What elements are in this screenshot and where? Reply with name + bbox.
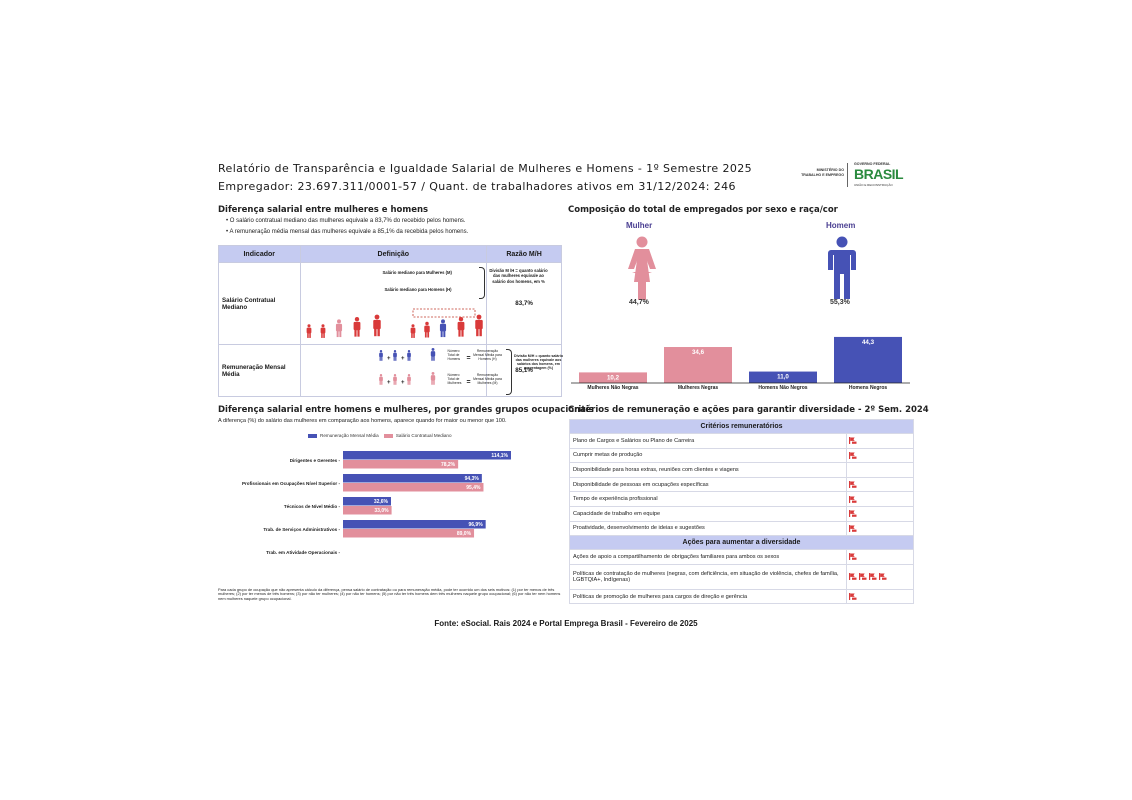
composition-category-label: Mulheres Não Negras (587, 385, 639, 391)
criteria-label: Plano de Cargos e Salários ou Plano de Carreira (570, 434, 847, 449)
occupation-value-label: 33,0% (374, 508, 389, 515)
occupation-category-label: Trab. de Serviços Administrativos - (263, 527, 340, 532)
criteria-row (570, 521, 914, 536)
government-logo (800, 160, 910, 190)
person-icon (457, 317, 464, 337)
gap-section-title: Diferença salarial entre mulheres e homens (218, 205, 429, 215)
bracket-2 (506, 349, 512, 395)
equals-2: = (466, 379, 471, 386)
criteria-label: Disponibilidade de pessoas em ocupações específicas (570, 477, 847, 492)
people-row-median (301, 301, 491, 343)
ministry-label: MINISTÉRIO DO TRABALHO E EMPREGO (801, 168, 844, 177)
ratio-median: 83,7% (487, 263, 562, 345)
criteria-row (570, 589, 914, 604)
person-icon (335, 319, 341, 337)
person-icon (373, 315, 380, 337)
operator-symbol: + (386, 356, 391, 362)
person-icon (306, 324, 311, 338)
employer-line: Empregador: 23.697.311/0001-57 / Quant. de trabalhadores ativos em 31/12/2024: 246 (218, 180, 736, 193)
occupations-subtitle: A diferença (%) do salário das mulheres em comparação aos homens, aparece quando for maior ou menor que 100. (218, 418, 507, 424)
occupation-bar (343, 483, 483, 492)
occupation-category-label: Trab. em Atividade Operacionais - (266, 550, 340, 555)
criteria-label: Capacidade de trabalho em equipe (570, 506, 847, 521)
gap-bullet-2: • A remuneração média mensal das mulheres equivale a 85,1% da recebida pelos homens. (226, 229, 469, 235)
legend-swatch-remuneracao (308, 434, 317, 438)
criteria-flags (847, 448, 914, 463)
composition-category-label: Mulheres Negras (677, 385, 719, 391)
flag-marker-icon (849, 437, 857, 444)
criteria-flags (847, 521, 914, 536)
flag-marker-icon (849, 481, 857, 488)
indicator-table (218, 245, 562, 397)
occupation-value-label: 78,2% (440, 462, 456, 469)
criteria-flags (847, 492, 914, 507)
occupation-bar (343, 529, 474, 538)
ratio-average: 85,1% (487, 345, 562, 397)
person-icon (424, 322, 429, 338)
criteria-label: Disponibilidade para horas extras, reuniões com clientes e viagens (570, 463, 847, 478)
source-note: Fonte: eSocial. Rais 2024 e Portal Emprega Brasil - Fevereiro de 2025 (434, 619, 698, 628)
legend-swatch-salario (384, 434, 393, 438)
gap-bullet-1-text: O salário contratual mediano das mulheres equivale a 83,7% do recebido pelos homens. (229, 218, 466, 224)
occupation-category-label: Técnicos de Nível Médio - (283, 504, 340, 509)
woman-icon (622, 236, 662, 300)
person-icon (410, 324, 415, 338)
indicator-median: Salário Contratual Mediano (219, 263, 301, 345)
criteria-flags (847, 463, 914, 478)
bracket (479, 267, 485, 299)
occupation-category-label: Dirigentes e Gerentes - (289, 458, 340, 463)
criteria-title: Critérios de remuneração e ações para garantir diversidade - 2º Sem. 2024 (568, 405, 929, 415)
criteria-label: Proatividade, desenvolvimento de ideias e sugestões (570, 521, 847, 536)
legend-remuneracao: Remuneração Mensal Média (320, 433, 379, 438)
col-ratio: Razão M/H (487, 246, 562, 263)
criteria-row (570, 434, 914, 449)
composition-value-label: 34,6 (691, 349, 705, 357)
composition-value-label: 10,2 (606, 374, 620, 382)
man-pct: 55,3% (830, 299, 850, 306)
criteria-row (570, 448, 914, 463)
occupation-value-label: 32,6% (373, 499, 388, 506)
flag-marker-icon (849, 510, 857, 517)
col-indicator: Indicador (219, 246, 301, 263)
flag-marker-icon (849, 573, 857, 580)
occupation-bar (343, 474, 482, 483)
man-figure-icon (407, 350, 411, 361)
criteria-flags (847, 550, 914, 565)
person-icon (353, 317, 360, 337)
woman-label: Mulher (626, 221, 653, 230)
criteria-label: Ações de apoio a compartilhamento de obrigações familiares para ambos os sexos (570, 550, 847, 565)
man-figure-icon (393, 350, 397, 361)
criteria-section-header: Ações para aumentar a diversidade (570, 536, 914, 550)
woman-figure-icon (430, 372, 434, 385)
person-icon (475, 315, 482, 337)
criteria-label: Cumprir metas de produção (570, 448, 847, 463)
woman-figure-icon (407, 374, 411, 385)
criteria-row (570, 463, 914, 478)
occupation-category-label: Profissionais em Ocupações Nível Superior - (241, 481, 340, 486)
criteria-row (570, 550, 914, 565)
occupations-legend (308, 433, 452, 438)
indicator-average: Remuneração Mensal Média (219, 345, 301, 397)
people-average-icons (377, 348, 447, 394)
criteria-table (569, 419, 914, 604)
criteria-flags (847, 564, 914, 589)
composition-value-label: 44,3 (861, 338, 875, 346)
flag-marker-icon (849, 496, 857, 503)
criteria-row (570, 506, 914, 521)
occupation-value-label: 94,3% (464, 476, 479, 483)
flag-marker-icon (849, 593, 857, 600)
man-label: Homem (826, 221, 856, 230)
occupation-value-label: 95,4% (466, 485, 481, 492)
operator-symbol: + (400, 380, 405, 386)
legend-salario: Salário Contratual Mediano (395, 433, 452, 438)
composition-title: Composição do total de empregados por sexo e raça/cor (568, 205, 838, 215)
report-title: Relatório de Transparência e Igualdade Salarial de Mulheres e Homens - 1º Semestre 2025 (218, 162, 753, 175)
criteria-row (570, 564, 914, 589)
flag-marker-icon (869, 573, 877, 580)
flag-marker-icon (849, 525, 857, 532)
criteria-row (570, 477, 914, 492)
flag-marker-icon (859, 573, 867, 580)
brasil-logo-text: BRASIL (854, 166, 904, 182)
man-figure-icon (430, 348, 434, 361)
criteria-section-header: Critérios remuneratórios (570, 420, 914, 434)
composition-category-label: Homens Negros (848, 385, 888, 391)
criteria-label: Tempo de experiência profissional (570, 492, 847, 507)
def-average-note: Divisão M/H = quanto salário das mulheres equivale aos salários dos homens, em porcentagem (%) (513, 354, 564, 371)
criteria-label: Políticas de contratação de mulheres (negras, com deficiência, em situação de violência, chefes de família, LGBTQIA+, Indígenas) (570, 564, 847, 589)
criteria-flags (847, 477, 914, 492)
woman-pct: 44,7% (629, 299, 649, 306)
composition-category-label: Homens Não Negros (758, 385, 808, 391)
occupations-footnote: Para cada grupo de ocupação que não apresenta cálculo da diferença, pensa salário de contratação ou para remuneração média, pode ter ocorrido um dos seis motivos: (1) por ter menos de três mulheres; (2) por ter menos de três homens; (3) por não ter mulheres; (4) por não ter homens; (5) por não ter três homens dem três mulheres naquele grupo ocupacional; (6) por não ter nem homens nem mulheres naquele grupo ocupacional. (218, 587, 561, 601)
occupation-bar (343, 451, 511, 460)
man-figure-icon (379, 350, 383, 361)
operator-symbol: + (400, 356, 405, 362)
logo-divider (847, 163, 848, 187)
occupations-title: Diferença salarial entre homens e mulheres, por grandes grupos ocupacionais (218, 405, 594, 415)
person-icon (439, 319, 445, 337)
def-avg-men-count: Número Total de Homens (447, 349, 461, 361)
flag-marker-icon (849, 553, 857, 560)
col-definition: Definição (300, 246, 487, 263)
def-median-women: Salário mediano para Mulheres (M) (382, 270, 452, 275)
flag-marker-icon (879, 573, 887, 580)
woman-figure-icon (393, 374, 397, 385)
gap-bullet-2-text: A remuneração média mensal das mulheres equivale a 85,1% da recebida pelos homens. (229, 229, 469, 235)
equals-1: = (466, 355, 471, 362)
occupation-bar (343, 520, 486, 529)
tagline: UNIÃO E RECONSTRUÇÃO (854, 183, 893, 187)
race-composition-chart (568, 328, 913, 392)
occupation-value-label: 96,9% (468, 522, 483, 529)
def-avg-women-count: Número Total de Mulheres (447, 373, 462, 385)
occupation-value-label: 89,0% (456, 531, 472, 538)
criteria-flags (847, 506, 914, 521)
gov-label: GOVERNO FEDERAL (854, 162, 891, 166)
composition-value-label: 11,0 (777, 373, 789, 381)
criteria-row (570, 492, 914, 507)
def-median-men: Salário mediano para Homens (H) (384, 287, 452, 292)
def-avg-women-result: Remuneração Mensal Média para Mulheres (M) (473, 373, 502, 385)
criteria-label: Políticas de promoção de mulheres para cargos de direção e gerência (570, 589, 847, 604)
criteria-flags (847, 589, 914, 604)
operator-symbol: + (386, 380, 391, 386)
person-icon (320, 324, 325, 338)
occupation-chart (218, 445, 563, 565)
criteria-flags (847, 434, 914, 449)
gap-bullet-1: • O salário contratual mediano das mulheres equivale a 83,7% do recebido pelos homens. (226, 218, 466, 224)
flag-marker-icon (849, 452, 857, 459)
man-icon (822, 236, 862, 300)
def-avg-men-result: Remuneração Mensal Média para Homens (H) (473, 349, 502, 361)
woman-figure-icon (379, 374, 383, 385)
occupation-value-label: 114,1% (491, 453, 508, 460)
def-median-note: Divisão M /H = quanto salário das mulheres equivale ao salário dos homens, em % (489, 268, 548, 284)
